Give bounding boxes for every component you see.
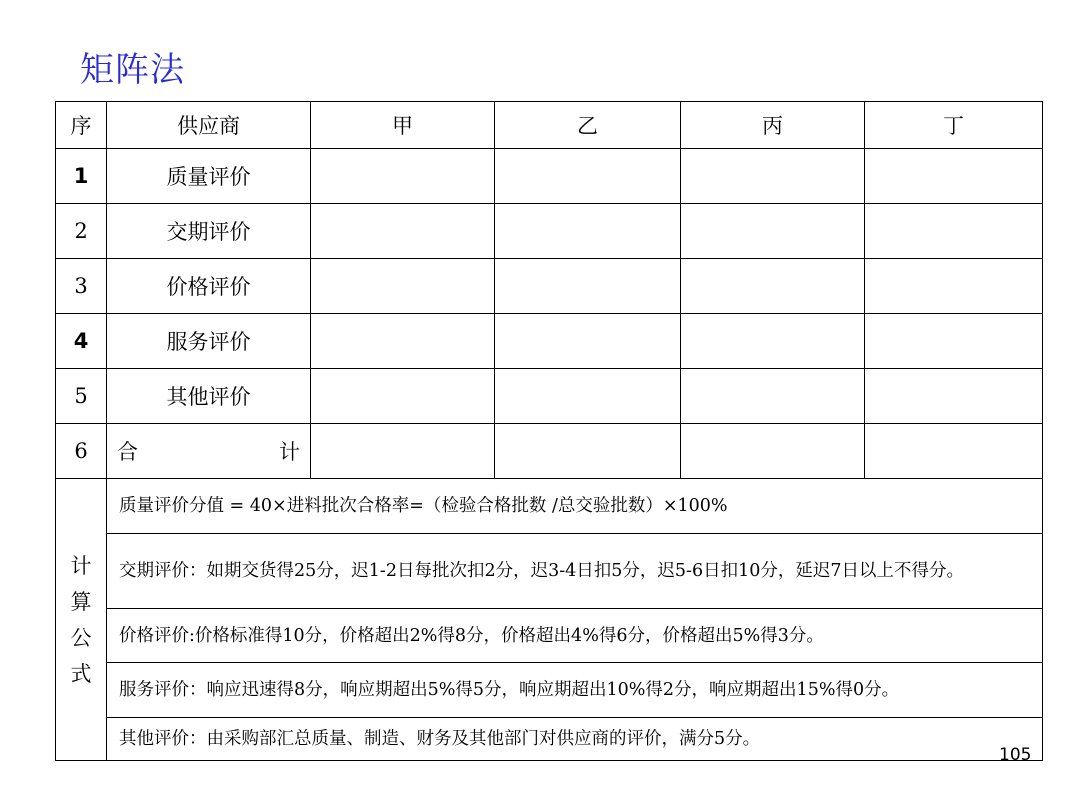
score-cell — [681, 149, 865, 204]
table-row — [56, 149, 1043, 204]
row-seq: 2 — [56, 204, 107, 259]
score-cell — [865, 314, 1043, 369]
score-cell — [311, 204, 495, 259]
formula-delivery: 交期评价：如期交货得25分，迟1-2日每批次扣2分，迟3-4日扣5分，迟5-6日扣10分，延迟7日以上不得分。 — [107, 534, 1043, 609]
row-criterion: 服务评价 — [107, 314, 311, 369]
score-cell — [865, 369, 1043, 424]
total-cell — [495, 424, 681, 479]
formula-row — [56, 718, 1043, 761]
header-supplier-bing: 丙 — [681, 102, 865, 149]
row-seq: 5 — [56, 369, 107, 424]
score-cell — [311, 369, 495, 424]
total-row — [56, 424, 1043, 479]
table-row — [56, 369, 1043, 424]
total-cell — [311, 424, 495, 479]
score-cell — [311, 314, 495, 369]
row-seq: 4 — [56, 314, 107, 369]
formula-row — [56, 534, 1043, 609]
header-seq: 序 — [56, 102, 107, 149]
formula-quality: 质量评价分值 = 40×进料批次合格率=（检验合格批数 /总交验批数）×100% — [107, 479, 1043, 534]
score-cell — [681, 204, 865, 259]
formula-row — [56, 663, 1043, 718]
formula-price: 价格评价:价格标准得10分，价格超出2%得8分，价格超出4%得6分，价格超出5%得3分。 — [107, 609, 1043, 663]
row-criterion: 质量评价 — [107, 149, 311, 204]
formula-label: 计 算 公 式 — [56, 479, 107, 761]
score-cell — [865, 204, 1043, 259]
score-cell — [681, 369, 865, 424]
formula-row — [56, 479, 1043, 534]
header-supplier-yi: 乙 — [495, 102, 681, 149]
total-label — [107, 424, 311, 479]
evaluation-matrix-table — [55, 101, 1043, 761]
score-cell — [495, 369, 681, 424]
page-title: 矩阵法 — [80, 50, 185, 90]
header-row — [56, 102, 1043, 149]
row-seq: 1 — [56, 149, 107, 204]
row-seq: 3 — [56, 259, 107, 314]
score-cell — [495, 149, 681, 204]
page-number: 105 — [999, 745, 1032, 765]
header-supplier: 供应商 — [107, 102, 311, 149]
formula-service: 服务评价：响应迅速得8分，响应期超出5%得5分，响应期超出10%得2分，响应期超出15%得0分。 — [107, 663, 1043, 718]
table-row — [56, 314, 1043, 369]
total-label-right: 计 — [279, 440, 300, 464]
table-row — [56, 204, 1043, 259]
total-label-left: 合 — [117, 440, 138, 464]
total-cell — [681, 424, 865, 479]
header-supplier-jia: 甲 — [311, 102, 495, 149]
row-criterion: 其他评价 — [107, 369, 311, 424]
score-cell — [495, 314, 681, 369]
total-cell — [865, 424, 1043, 479]
row-criterion: 交期评价 — [107, 204, 311, 259]
row-criterion: 价格评价 — [107, 259, 311, 314]
header-supplier-ding: 丁 — [865, 102, 1043, 149]
formula-row — [56, 609, 1043, 663]
score-cell — [681, 314, 865, 369]
score-cell — [865, 259, 1043, 314]
table-row — [56, 259, 1043, 314]
score-cell — [311, 259, 495, 314]
score-cell — [495, 259, 681, 314]
formula-other: 其他评价：由采购部汇总质量、制造、财务及其他部门对供应商的评价，满分5分。 — [107, 718, 1043, 761]
score-cell — [311, 149, 495, 204]
score-cell — [681, 259, 865, 314]
score-cell — [865, 149, 1043, 204]
total-seq: 6 — [56, 424, 107, 479]
score-cell — [495, 204, 681, 259]
